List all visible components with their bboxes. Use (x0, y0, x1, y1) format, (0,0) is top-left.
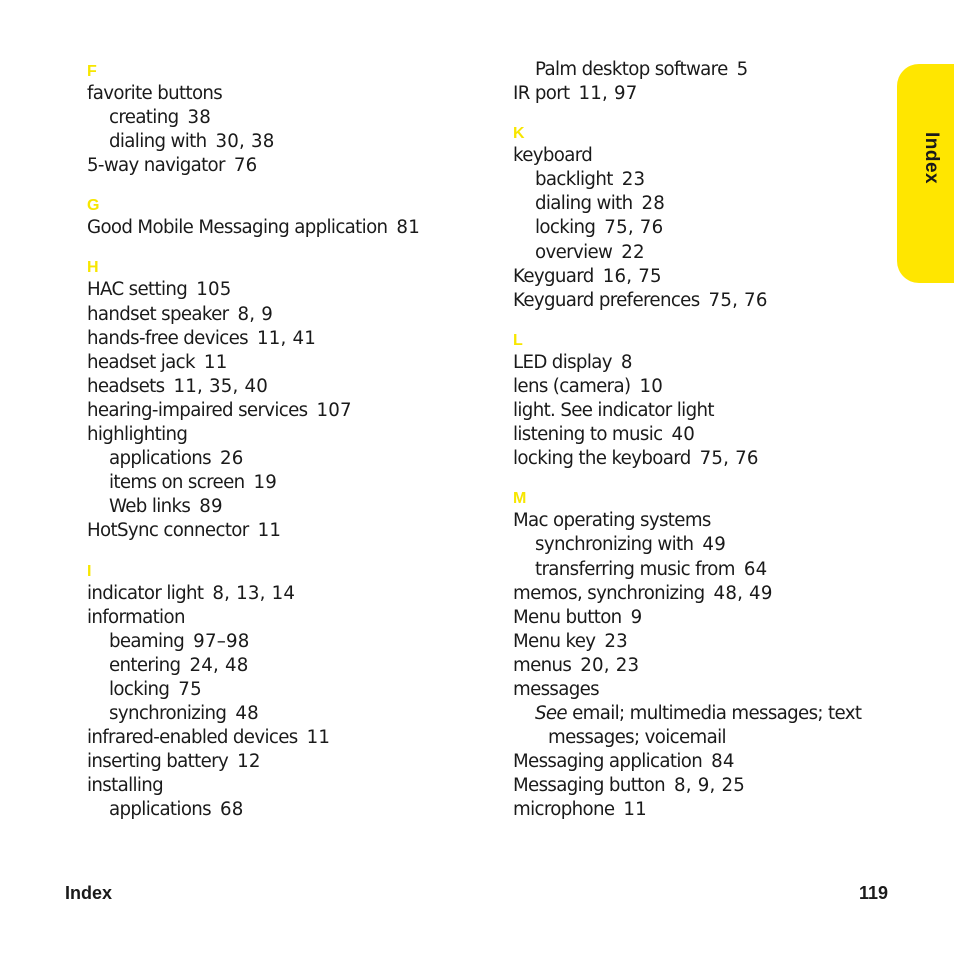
index-entry (513, 798, 913, 822)
index-entry (87, 798, 487, 822)
section-letter: G (87, 197, 100, 215)
index-entry (87, 351, 487, 375)
index-entry (513, 774, 913, 798)
index-entry (513, 423, 913, 447)
see-reference: See (535, 703, 567, 725)
entry-term: Palm desktop software (535, 59, 728, 80)
index-entry (87, 130, 487, 154)
entry-page-refs: 8 (620, 351, 633, 373)
index-section (87, 254, 487, 543)
entry-page-refs: 8, 9, 25 (674, 775, 746, 797)
entry-page-refs: 11, 97 (578, 83, 638, 105)
index-entry (87, 750, 487, 774)
index-side-tab (897, 64, 954, 283)
entry-term: Keyguard (513, 265, 594, 287)
entry-term: Web links (109, 496, 191, 518)
index-section (513, 120, 913, 313)
entry-page-refs: 48, 49 (713, 582, 773, 604)
entry-page-refs: 23 (621, 169, 646, 191)
entry-term: headset jack (87, 351, 195, 373)
index-entry (87, 726, 487, 750)
entry-term: headsets (87, 375, 165, 397)
entry-term: HotSync connector (87, 520, 249, 542)
entry-term: information (87, 606, 185, 628)
section-letter: F (87, 63, 97, 80)
entry-term: favorite buttons (87, 83, 223, 104)
entry-page-refs: 11 (257, 520, 282, 542)
index-entry (87, 582, 487, 606)
entry-page-refs: 11 (306, 727, 331, 749)
entry-page-refs: 75 (178, 678, 202, 700)
footer-section-name: Index (65, 883, 113, 903)
index-entry (513, 144, 913, 168)
entry-page-refs: 8, 9 (237, 303, 273, 325)
entry-term: entering (109, 654, 181, 676)
index-section (513, 327, 913, 471)
index-entry (513, 630, 913, 654)
index-entry (87, 327, 487, 351)
index-entry (513, 582, 913, 606)
entry-term: inserting battery (87, 751, 229, 773)
entry-page-refs: 49 (702, 534, 726, 556)
entry-term: Messaging application (513, 751, 703, 773)
index-entry (513, 678, 913, 702)
entry-term: hearing-impaired services (87, 399, 308, 421)
index-entry (513, 265, 913, 289)
entry-page-refs: 11 (623, 799, 647, 821)
entry-term: overview (535, 241, 613, 263)
entry-term: Good Mobile Messaging application (87, 217, 388, 239)
entry-page-refs: 68 (220, 799, 244, 821)
index-entry (87, 154, 487, 178)
index-section (87, 58, 487, 178)
entry-term: lens (camera) (513, 375, 631, 397)
entry-page-refs: 76 (233, 155, 258, 177)
index-entry (513, 289, 913, 313)
entry-page-refs: 75, 76 (708, 289, 768, 311)
entry-term: listening to music (513, 424, 663, 446)
index-entry (513, 726, 913, 750)
index-entry (513, 750, 913, 774)
entry-page-refs: 28 (641, 193, 666, 215)
entry-page-refs: 107 (316, 399, 352, 421)
index-section (513, 485, 913, 822)
entry-page-refs: 84 (711, 751, 735, 773)
index-entry (513, 58, 913, 82)
entry-page-refs: 12 (237, 751, 261, 773)
entry-term: items on screen (109, 472, 245, 494)
entry-page-refs: 22 (621, 241, 645, 263)
entry-page-refs: 30, 38 (215, 131, 275, 153)
index-entry (87, 278, 487, 302)
entry-term: dialing with (535, 193, 633, 215)
entry-term: installing (87, 775, 164, 797)
entry-term: Messaging button (513, 775, 666, 797)
entry-term: Keyguard preferences (513, 289, 700, 311)
index-entry (513, 375, 913, 399)
index-section (87, 558, 487, 823)
index-entry (513, 702, 913, 726)
index-entry (87, 82, 487, 106)
index-entry (87, 106, 487, 130)
entry-term: infrared-enabled devices (87, 727, 298, 749)
entry-term: LED display (513, 351, 612, 373)
entry-term: IR port (513, 83, 570, 105)
index-column-right (513, 58, 913, 823)
entry-term: backlight (535, 169, 613, 191)
entry-page-refs: 40 (671, 424, 695, 446)
entry-page-refs: 11 (203, 351, 228, 373)
entry-page-refs: 105 (196, 279, 232, 301)
index-entry (87, 519, 487, 543)
entry-term: email; multimedia messages; text (572, 703, 862, 725)
entry-term: hands-free devices (87, 327, 248, 349)
entry-term: memos, synchronizing (513, 582, 705, 604)
section-letter: H (87, 259, 99, 277)
entry-term: HAC setting (87, 279, 188, 301)
index-entry (87, 303, 487, 327)
section-letter: K (513, 125, 525, 143)
entry-page-refs: 38 (187, 107, 212, 129)
entry-page-refs: 16, 75 (602, 265, 662, 287)
index-entry (513, 533, 913, 557)
index-entry (87, 471, 487, 495)
section-letter: I (87, 562, 92, 580)
index-entry (513, 82, 913, 106)
entry-term: locking (109, 678, 170, 700)
index-entry (87, 678, 487, 702)
entry-term: handset speaker (87, 303, 229, 325)
index-entry (87, 399, 487, 423)
index-entry (87, 654, 487, 678)
index-entry (513, 168, 913, 192)
entry-term: Mac operating systems (513, 510, 711, 532)
index-entry (513, 399, 913, 423)
entry-page-refs: 11, 35, 40 (173, 375, 269, 397)
entry-term: menus (513, 654, 572, 676)
entry-term: light. See indicator light (513, 400, 714, 422)
index-section (87, 192, 487, 240)
index-column-left (87, 58, 487, 822)
index-entry (87, 774, 487, 798)
entry-page-refs: 75, 76 (604, 217, 664, 239)
entry-page-refs: 20, 23 (580, 654, 640, 676)
index-entry (513, 216, 913, 240)
entry-term: transferring music from (535, 558, 735, 580)
entry-term: dialing with (109, 131, 207, 153)
entry-page-refs: 11, 41 (256, 327, 317, 349)
index-entry (513, 351, 913, 375)
index-entry (87, 423, 487, 447)
index-section (513, 58, 913, 106)
index-entry (513, 509, 913, 533)
entry-term: applications (109, 448, 211, 470)
section-letter: M (513, 490, 527, 508)
index-entry (513, 192, 913, 216)
entry-term: synchronizing (109, 702, 227, 724)
entry-term: messages; voicemail (548, 727, 726, 749)
entry-term: beaming (109, 630, 185, 652)
entry-page-refs: 10 (639, 375, 663, 397)
entry-page-refs: 89 (199, 496, 223, 518)
entry-term: Menu key (513, 630, 596, 652)
entry-page-refs: 75, 76 (699, 448, 759, 470)
index-entry (87, 495, 487, 519)
entry-page-refs: 5 (736, 59, 749, 80)
entry-term: keyboard (513, 145, 593, 167)
index-entry (87, 606, 487, 630)
index-entry (513, 447, 913, 471)
entry-page-refs: 23 (604, 630, 628, 652)
entry-page-refs: 97–98 (193, 630, 250, 652)
entry-term: applications (109, 799, 211, 821)
entry-term: locking the keyboard (513, 448, 691, 470)
entry-term: synchronizing with (535, 534, 694, 556)
index-entry (513, 558, 913, 582)
entry-term: locking (535, 217, 596, 239)
index-entry (513, 654, 913, 678)
entry-page-refs: 81 (396, 217, 420, 239)
section-letter: L (513, 331, 523, 349)
entry-page-refs: 48 (235, 702, 259, 724)
index-entry (87, 375, 487, 399)
index-entry (513, 241, 913, 265)
entry-term: microphone (513, 799, 615, 821)
entry-page-refs: 9 (630, 606, 643, 628)
entry-page-refs: 8, 13, 14 (212, 582, 296, 604)
index-entry (87, 216, 487, 240)
entry-term: highlighting (87, 424, 188, 446)
index-entry (513, 606, 913, 630)
entry-term: creating (109, 107, 179, 129)
index-entry (87, 702, 487, 726)
entry-page-refs: 24, 48 (189, 654, 249, 676)
entry-page-refs: 26 (220, 448, 244, 470)
entry-page-refs: 19 (253, 472, 278, 494)
entry-term: indicator light (87, 582, 204, 604)
entry-term: 5-way navigator (87, 155, 225, 177)
index-entry (87, 447, 487, 471)
side-tab-label: Index (921, 132, 942, 185)
index-entry (87, 630, 487, 654)
footer-page-number: 119 (858, 883, 888, 903)
entry-page-refs: 64 (743, 558, 768, 580)
entry-term: Menu button (513, 606, 622, 628)
entry-term: messages (513, 678, 600, 700)
